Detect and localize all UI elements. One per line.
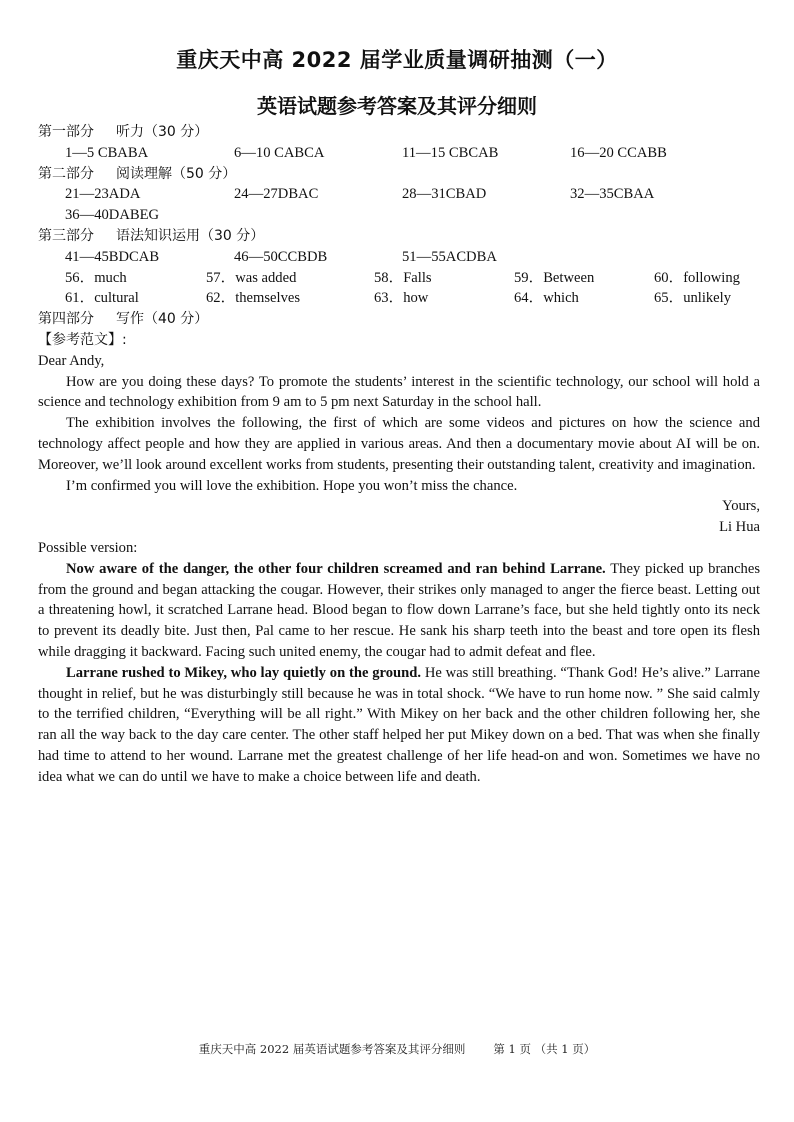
part3-name: 语法知识运用（30 分）: [116, 227, 265, 244]
story-paragraph-2: [38, 663, 760, 788]
part3-header: [38, 226, 760, 247]
part2-header: [38, 164, 760, 185]
letter-greeting: Dear Andy,: [38, 352, 105, 369]
blank-answer: 56．much: [65, 269, 127, 286]
footer-document-name: 重庆天中高 2022 届英语试题参考答案及其评分细则: [198, 1042, 466, 1056]
answer-group: 32—35CBAA: [570, 186, 655, 203]
part1-answers: [38, 143, 760, 164]
letter-closing: Yours,: [722, 498, 760, 515]
part4-header: [38, 309, 760, 330]
blank-answer: 65．unlikely: [654, 290, 732, 307]
part1-heading: 第一部分: [38, 124, 94, 140]
part2-answers: [38, 184, 760, 205]
answer-group: 28—31CBAD: [402, 186, 487, 203]
story-paragraph-1: [38, 559, 760, 663]
part4-name: 写作（40 分）: [116, 311, 209, 328]
answer-group: 46—50CCBDB: [234, 248, 328, 265]
letter-paragraph-1: How are you doing these days? To promote the students’ interest in the scientific technology, our school will hold a science and technology exhibition from 9 am to 5 pm next Saturday in the school hall.: [38, 373, 760, 411]
part2-heading: 第二部分: [38, 165, 94, 182]
story-paragraph-2-text: He was still breathing. “Thank God! He’s alive.” Larrane thought in relief, but he was disturbingly still because he was in total shock. “We have to run home now. ” She said calmly to the terrified children, “Everything will be all right.” With Mikey on her back and the other children following her, she ran all the way back to the day care center. The other staff helped her put Mikey down on a bed. That was when she finally had time to attend to her wound. Larrane met the greatest challenge of her life head-on and won. Sometimes we have no idea what we can do until we have to make a choice between life and death.: [38, 664, 760, 785]
answer-group: 24—27DBAC: [234, 186, 319, 203]
possible-version-label: Possible version:: [38, 539, 138, 556]
part1-header: [38, 122, 760, 143]
document-body: [38, 122, 760, 788]
answer-group: 6—10 CABCA: [234, 144, 325, 161]
part3-blank-answers-row1: [38, 268, 760, 289]
blank-answer: 61．cultural: [65, 290, 139, 307]
document-title: 重庆天中高 2022 届学业质量调研抽测（一）: [176, 48, 618, 72]
blank-answer: 57．was added: [206, 269, 297, 286]
answer-group: 16—20 CCABB: [570, 144, 667, 161]
blank-answer: 59．Between: [514, 269, 595, 286]
page-footer: [0, 1041, 794, 1057]
answer-group: 36—40DABEG: [65, 207, 160, 224]
part1-name: 听力（30 分）: [116, 124, 209, 140]
part2-name: 阅读理解（50 分）: [116, 165, 237, 182]
footer-page-number: 第 1 页 （共 1 页）: [493, 1042, 596, 1056]
document-subtitle: 英语试题参考答案及其评分细则: [257, 94, 537, 118]
sample-essay-label-text: 【参考范文】:: [38, 331, 127, 348]
answer-group: 21—23ADA: [65, 186, 141, 203]
part2-answers-extra: [38, 205, 760, 226]
part4-heading: 第四部分: [38, 311, 94, 328]
answer-group: 51—55ACDBA: [402, 248, 497, 265]
story-paragraph-1-lead: Now aware of the danger, the other four children screamed and ran behind Larrane.: [66, 560, 606, 577]
answer-group: 41—45BDCAB: [65, 248, 160, 265]
story-paragraph-2-lead: Larrane rushed to Mikey, who lay quietly on the ground.: [66, 664, 422, 681]
letter-paragraph-3: I’m confirmed you will love the exhibition. Hope you won’t miss the chance.: [66, 477, 518, 494]
answer-group: 11—15 CBCAB: [402, 144, 499, 161]
blank-answer: 62．themselves: [206, 290, 301, 307]
part3-choice-answers: [38, 247, 760, 268]
blank-answer: 63．how: [374, 290, 429, 307]
story-paragraph-1-text: They picked up branches from the ground and began attacking the cougar. However, their strikes only managed to anger the fierce beast. Letting out a threatening howl, it scratched Larrane head. Blood began to flow down Larrane’s face, but she held tightly onto its neck to prevent its deadly bite. Just then, Pal came to her rescue. He sank his sharp teeth into the beast and tore open its flesh while dragging it backward. Facing such united enemy, the cougar had to admit defeat and flee.: [38, 560, 761, 660]
part3-blank-answers-row2: [38, 288, 760, 309]
sample-essay-label: [38, 330, 760, 351]
letter-paragraph-2: The exhibition involves the following, the first of which are some videos and pictures on how the science and technology affect people and how they are applied in various areas. And then a documentary movie about AI will be on. Moreover, we’ll look around excellent works from students, presenting their outstanding talent, creativity and imagination.: [38, 415, 760, 473]
blank-answer: 64．which: [514, 290, 579, 307]
answer-group: 1—5 CBABA: [65, 144, 149, 161]
blank-answer: 60．following: [654, 269, 740, 286]
part3-heading: 第三部分: [38, 227, 94, 244]
blank-answer: 58．Falls: [374, 269, 432, 286]
letter-signature: Li Hua: [719, 519, 760, 536]
